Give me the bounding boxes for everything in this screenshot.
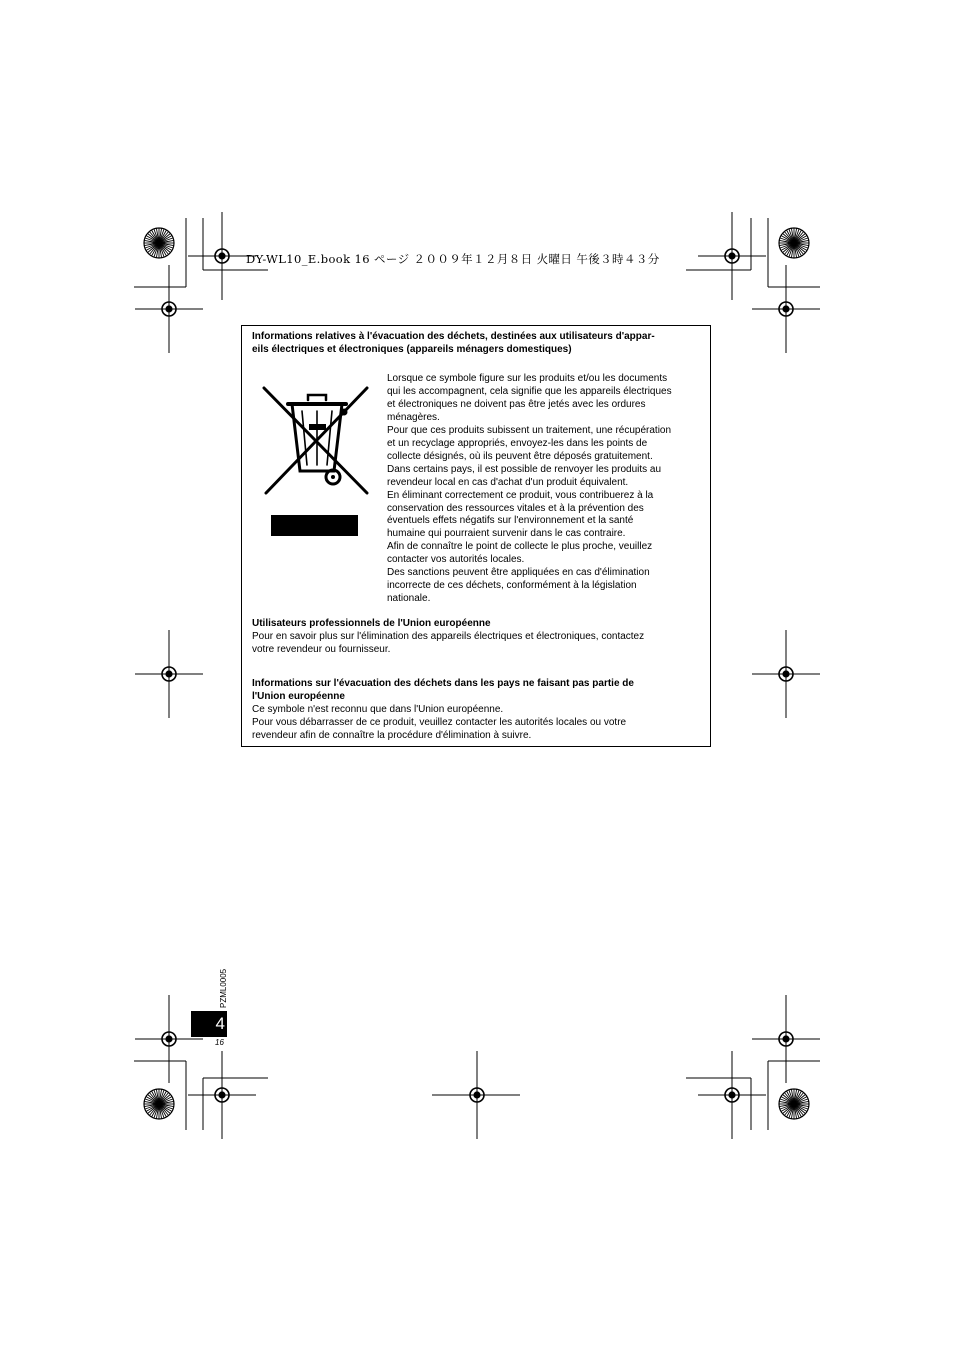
non-eu-text-line-1: Ce symbole n'est reconnu que dans l'Union européenne.	[252, 704, 504, 715]
notice-body-line: et électroniques ne doivent pas être jetés avec les ordures	[387, 398, 646, 410]
notice-body-line: Pour que ces produits subissent un traitement, une récupération	[387, 424, 672, 436]
pro-users-heading: Utilisateurs professionnels de l'Union européenne	[252, 618, 491, 629]
notice-body-line: éventuels effets négatifs sur l'environnement et la santé	[387, 515, 634, 527]
starburst-registration-icon	[779, 1089, 809, 1119]
starburst-registration-icon	[144, 228, 174, 258]
notice-body-line: et un recyclage appropriés, envoyez-les dans les points de	[387, 437, 648, 449]
registration-crosshair-icon	[135, 995, 203, 1083]
weee-solid-bar	[271, 515, 358, 536]
notice-body-line: humaine qui pourraient survenir dans le cas contraire.	[387, 528, 626, 540]
non-eu-heading-line-1: Informations sur l'évacuation des déchets dans les pays ne faisant pas partie de	[252, 678, 634, 689]
registration-crosshair-icon	[188, 1051, 256, 1139]
starburst-registration-icon	[144, 1089, 174, 1119]
starburst-registration-icon	[779, 228, 809, 258]
notice-body-line: En éliminant correctement ce produit, vous contribuerez à la	[387, 489, 654, 501]
registration-crosshair-icon	[135, 265, 203, 353]
notice-title-line-2: eils électriques et électroniques (appareils ménagers domestiques)	[252, 344, 572, 355]
registration-crosshair-icon	[698, 1051, 766, 1139]
pro-users-text-line-2: votre revendeur ou fournisseur.	[252, 644, 391, 655]
crossed-out-wheelie-bin-icon	[262, 381, 372, 511]
page-number: 16	[215, 1038, 224, 1047]
registration-crosshair-icon	[752, 995, 820, 1083]
registration-crosshair-icon	[698, 212, 766, 300]
registration-crosshair-icon	[752, 630, 820, 718]
non-eu-text-line-2: Pour vous débarrasser de ce produit, veuillez contacter les autorités locales ou votre	[252, 717, 627, 728]
registration-crosshair-icon	[443, 1051, 511, 1139]
notice-body-line: nationale.	[387, 593, 431, 605]
pro-users-text-line-1: Pour en savoir plus sur l'élimination des appareils électriques et électroniques, contactez	[252, 631, 645, 642]
book-header-line: DY-WL10_E.book 16 ページ ２００９年１２月８日 火曜日 午後３時４３分	[246, 252, 660, 266]
section-number-tab: 4	[191, 1011, 227, 1037]
document-code: PZML0005	[219, 968, 228, 1008]
non-eu-text-line-3: revendeur afin de connaître la procédure d'élimination à suivre.	[252, 730, 532, 741]
notice-body-line: ménagères.	[387, 411, 440, 423]
notice-body-line: incorrecte de ces déchets, conformément à la législation	[387, 580, 637, 592]
notice-body-line: conservation des ressources vitales et à la prévention des	[387, 502, 644, 514]
registration-crosshair-icon	[135, 630, 203, 718]
notice-body-line: revendeur local en cas d'achat d'un produit équivalent.	[387, 476, 629, 488]
notice-body-line: contacter vos autorités locales.	[387, 554, 525, 566]
notice-body-line: Lorsque ce symbole figure sur les produits et/ou les documents	[387, 373, 668, 384]
notice-title-line-1: Informations relatives à l'évacuation des déchets, destinées aux utilisateurs d'appar-	[252, 331, 655, 342]
non-eu-heading-line-2: l'Union européenne	[252, 691, 345, 702]
notice-body-line: Afin de connaître le point de collecte le plus proche, veuillez	[387, 541, 653, 553]
registration-crosshair-icon	[752, 265, 820, 353]
weee-notice-box	[241, 325, 711, 747]
notice-body-line: Dans certains pays, il est possible de renvoyer les produits au	[387, 463, 662, 475]
notice-body-line: qui les accompagnent, cela signifie que les appareils électriques	[387, 385, 672, 397]
notice-body-line: collecte désignés, où ils peuvent être déposés gratuitement.	[387, 450, 653, 462]
notice-body-line: Des sanctions peuvent être appliquées en cas d'élimination	[387, 567, 650, 579]
